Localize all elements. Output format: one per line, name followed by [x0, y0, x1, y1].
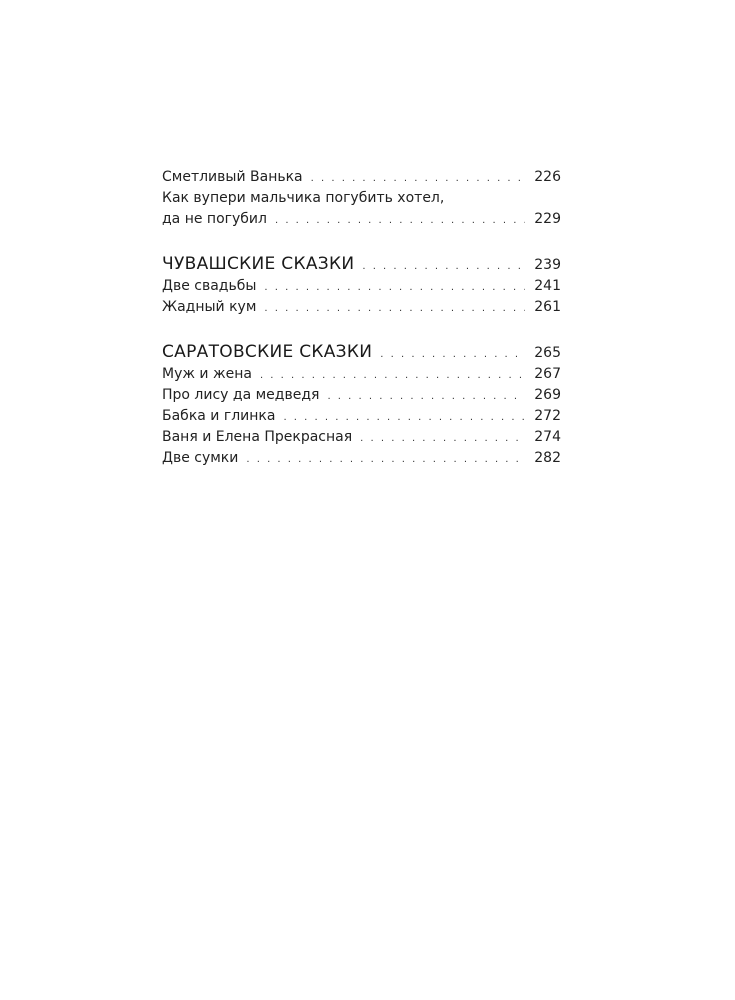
toc-section-saratov[interactable] — [162, 340, 561, 364]
toc-entry-line1[interactable] — [162, 188, 561, 209]
toc-entry-title: Сметливый Ванька — [162, 169, 303, 185]
toc-entry[interactable] — [162, 297, 561, 318]
toc-entry-page: 267 — [534, 366, 561, 382]
table-of-contents — [162, 167, 561, 469]
toc-entry[interactable] — [162, 427, 561, 448]
toc-section-chuvash[interactable] — [162, 252, 561, 276]
dot-leader — [360, 428, 525, 449]
toc-entry-title-continued: да не погубил — [162, 211, 267, 227]
toc-entry-page: 229 — [534, 211, 561, 227]
toc-entry-page: 274 — [534, 429, 561, 445]
toc-entry[interactable] — [162, 167, 561, 188]
dot-leader — [246, 449, 525, 470]
section-title: САРАТОВСКИЕ СКАЗКИ — [162, 342, 373, 362]
section-title: ЧУВАШСКИЕ СКАЗКИ — [162, 254, 355, 274]
dot-leader — [264, 277, 525, 298]
toc-entry-title: Муж и жена — [162, 366, 252, 382]
toc-entry[interactable] — [162, 276, 561, 297]
toc-entry-title: Две сумки — [162, 450, 239, 466]
toc-entry[interactable] — [162, 364, 561, 385]
section-page: 265 — [534, 345, 561, 361]
dot-leader — [380, 343, 525, 367]
toc-entry-page: 269 — [534, 387, 561, 403]
toc-entry[interactable] — [162, 448, 561, 469]
toc-entry-page: 261 — [534, 299, 561, 315]
dot-leader — [260, 365, 525, 386]
toc-entry-title: Про лису да медведя — [162, 387, 320, 403]
toc-entry-title: Бабка и глинка — [162, 408, 276, 424]
toc-entry-title: Как вупери мальчика погубить хотел, — [162, 190, 445, 206]
toc-entry[interactable] — [162, 385, 561, 406]
dot-leader — [264, 298, 525, 319]
dot-leader — [362, 255, 525, 279]
toc-entry-page: 226 — [534, 169, 561, 185]
dot-leader — [275, 210, 525, 231]
toc-entry[interactable] — [162, 209, 561, 230]
dot-leader — [327, 386, 525, 407]
toc-entry-title: Жадный кум — [162, 299, 257, 315]
section-page: 239 — [534, 257, 561, 273]
toc-entry[interactable] — [162, 406, 561, 427]
toc-entry-page: 272 — [534, 408, 561, 424]
dot-leader — [311, 168, 526, 189]
toc-entry-page: 282 — [534, 450, 561, 466]
dot-leader — [283, 407, 525, 428]
toc-entry-title: Ваня и Елена Прекрасная — [162, 429, 353, 445]
toc-entry-page: 241 — [534, 278, 561, 294]
toc-entry-title: Две свадьбы — [162, 278, 257, 294]
